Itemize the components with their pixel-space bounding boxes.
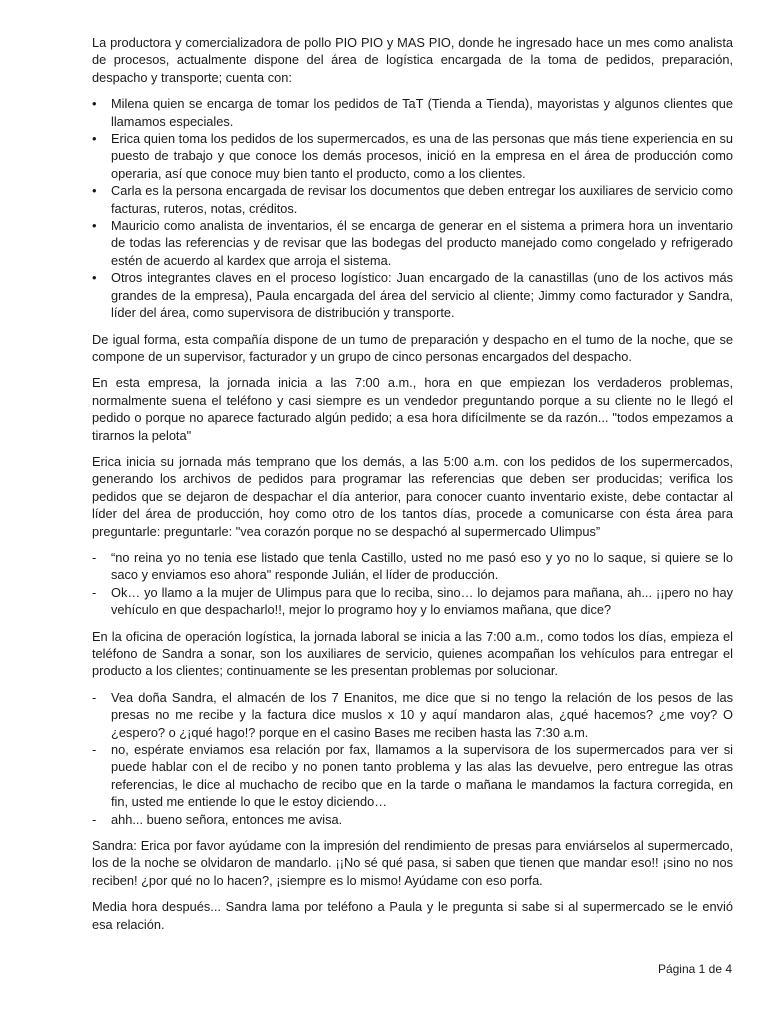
- dialogue-line: - no, espérate enviamos esa relación por fax, llamamos a la supervisora de los supermercados para ver si puede hablar con el de recibo y no ponen tanto problema y las alas las devuelve, pero entregue las otras referencias, le dice al muchacho de recibo que en la tarde o mañana le mandamos la factura corregida, en fin, usted me entiende lo que le estoy diciendo…: [92, 741, 733, 811]
- team-list: [92, 95, 733, 321]
- dialogue-line: - “no reina yo no tenia ese listado que tenla Castillo, usted no me pasó eso y yo no lo saque, si quiere se lo saco y enviamos eso ahora" responde Julián, el líder de producción.: [92, 549, 733, 584]
- erica-paragraph: Erica inicia su jornada más temprano que los demás, a las 5:00 a.m. con los pedidos de los supermercados, generando los archivos de pedidos para programar las referencias que deben ser producidas; verifica los pedidos que se dejaron de despachar el día anterior, para conocer cuanto inventario existe, debe contactar al líder del área de producción, hoy como otro de los tantos días, procede a comunicarse con ésta área para preguntarle: preguntarle: "vea corazón porque no se despachó al supermercado Ulimpus”: [92, 453, 733, 539]
- night-shift-paragraph: De igual forma, esta compañía dispone de un tumo de preparación y despacho en el tumo de la noche, que se compone de un supervisor, facturador y un grupo de cinco personas encargados del despacho.: [92, 331, 733, 364]
- team-list-item: • Milena quien se encarga de tomar los pedidos de TaT (Tienda a Tienda), mayoristas y algunos clientes que llamamos especiales.: [92, 95, 733, 130]
- team-list-item: • Mauricio como analista de inventarios, él se encarga de generar en el sistema a primera hora un inventario de todas las referencias y de revisar que las bodegas del producto manejado como congelado y refrigerado estén de acuerdo al kardex que arroja el sistema.: [92, 217, 733, 269]
- logistics-office-paragraph: En la oficina de operación logística, la jornada laboral se inicia a las 7:00 a.m., como todos los días, empieza el teléfono de Sandra a sonar, son los auxiliares de servicio, quienes acompañan los vehículos para entregar el producto a los clientes; continuamente se les presentan problemas por solucionar.: [92, 628, 733, 679]
- dialogue-line: - Vea doña Sandra, el almacén de los 7 Enanitos, me dice que si no tengo la relación de los pesos de las presas no me recibe y la factura dice muslos x 10 y aquí mandaron alas, ¿qué hacemos? ¿me voy? O ¿espero? o ¿¡qué hago!? porque en el casino Bases me reciben hasta las 7:30 a.m.: [92, 689, 733, 741]
- closing-paragraph: Media hora después... Sandra lama por teléfono a Paula y le pregunta si sabe si al supermercado se le envió esa relación.: [92, 899, 733, 932]
- team-list-item: • Carla es la persona encargada de revisar los documentos que deben entregar los auxiliares de servicio como facturas, ruteros, notas, créditos.: [92, 182, 733, 217]
- document-body: [92, 34, 733, 942]
- team-list-item: • Otros integrantes claves en el proceso logístico: Juan encargado de la canastillas (uno de los activos más grandes de la empresa), Paula encargada del área del servicio al cliente; Jimmy como facturador y Sandra, líder del área, como supervisora de distribución y transporte.: [92, 269, 733, 321]
- dialogue-list-production: [92, 549, 733, 619]
- dialogue-list-sandra: [92, 689, 733, 828]
- intro-paragraph: La productora y comercializadora de pollo PIO PIO y MAS PIO, donde he ingresado hace un mes como analista de procesos, actualmente dispone del área de logística encargada de la toma de pedidos, preparación, despacho y transporte; cuenta con:: [92, 35, 733, 85]
- morning-paragraph: En esta empresa, la jornada inicia a las 7:00 a.m., hora en que empiezan los verdaderos problemas, normalmente suena el teléfono y casi siempre es un vendedor preguntando porque a su cliente no le llegó el pedido o porque no aparece facturado algún pedido; a esa hora difícilmente se da razón... "todos empezamos a tirarnos la pelota": [92, 375, 733, 443]
- sandra-request-paragraph: Sandra: Erica por favor ayúdame con la impresión del rendimiento de presas para enviárselos al supermercado, los de la noche se olvidaron de mandarlo. ¡¡No sé qué pasa, si saben que tienen que mandar eso!! ¡sino no nos reciben! ¿por qué no lo hacen?, ¡siempre es lo mismo! Ayúdame con eso porfa.: [92, 838, 733, 888]
- page-number: Página 1 de 4: [657, 962, 732, 976]
- dialogue-line: - Ok… yo llamo a la mujer de Ulimpus para que lo reciba, sino… lo dejamos para mañana, ah... ¡¡pero no hay vehículo en que despacharlo!!, mejor lo programo hoy y lo enviamos mañana, que dice?: [92, 584, 733, 619]
- dialogue-line: - ahh... bueno señora, entonces me avisa.: [92, 811, 733, 828]
- team-list-item: • Erica quien toma los pedidos de los supermercados, es una de las personas que más tiene experiencia en su puesto de trabajo y que conoce los demás procesos, inició en la empresa en el área de producción como operaria, así que conoce muy bien tanto el producto, como a los clientes.: [92, 130, 733, 182]
